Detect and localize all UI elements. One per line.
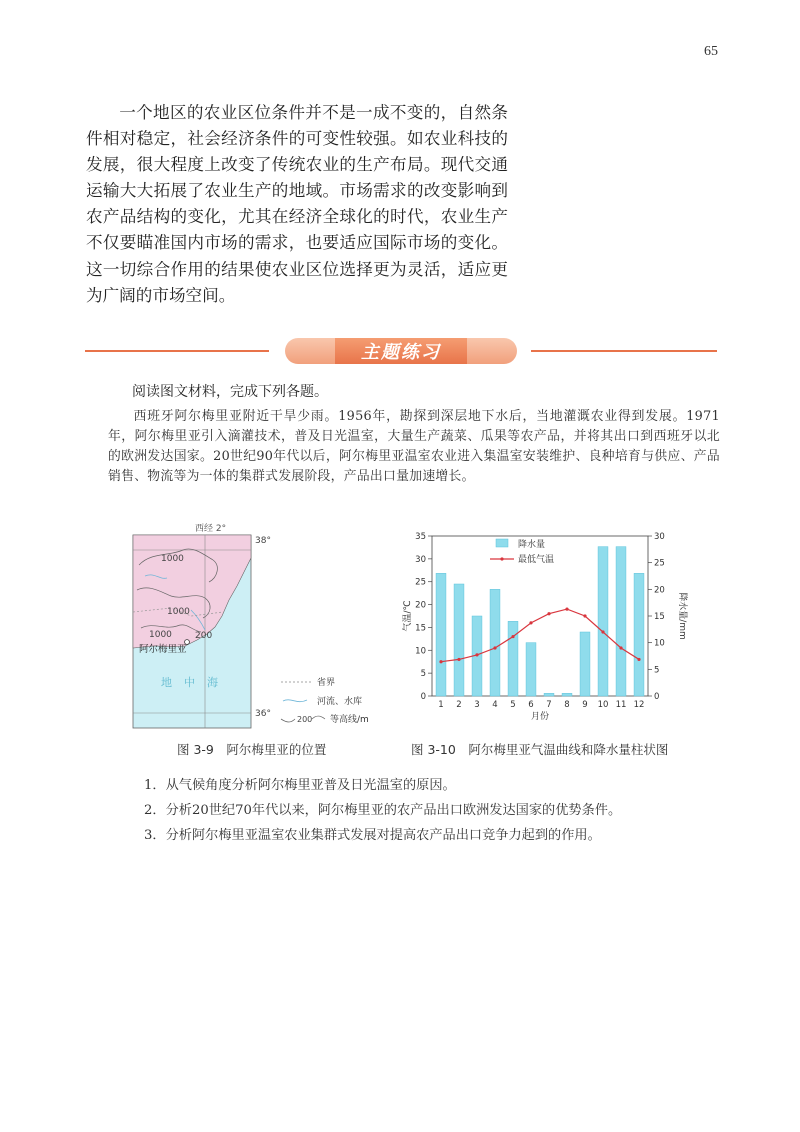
section-rule-right xyxy=(531,350,717,352)
x-tick-label: 1 xyxy=(438,700,444,710)
section-header xyxy=(85,337,717,365)
right-tick-label: 15 xyxy=(654,612,665,622)
precipitation-bar xyxy=(598,547,608,696)
right-tick-label: 30 xyxy=(654,532,665,542)
question-item: 3．分析阿尔梅里亚温室农业集群式发展对提高农产品出口竞争力起到的作用。 xyxy=(144,828,601,843)
legend-province: 省界 xyxy=(317,678,336,688)
x-tick-label: 4 xyxy=(492,700,498,710)
temperature-curve xyxy=(441,609,639,662)
temperature-point xyxy=(547,612,550,615)
x-tick-label: 3 xyxy=(474,700,480,710)
contour-label: 200 xyxy=(195,631,213,641)
left-tick-label: 35 xyxy=(415,532,426,542)
location-map-svg xyxy=(131,520,371,732)
question-item: 1．从气候角度分析阿尔梅里亚普及日光温室的原因。 xyxy=(144,778,456,793)
precipitation-bar xyxy=(436,573,446,696)
city-label: 阿尔梅里亚 xyxy=(139,644,187,655)
lat-label-bottom: 36° xyxy=(255,709,271,719)
x-tick-label: 11 xyxy=(615,700,627,710)
x-tick-label: 12 xyxy=(633,700,645,710)
precipitation-bar xyxy=(454,584,464,696)
x-tick-label: 10 xyxy=(597,700,609,710)
left-tick-label: 15 xyxy=(415,623,426,634)
section-rule-left xyxy=(85,350,269,352)
left-tick-label: 20 xyxy=(415,600,426,611)
temperature-point xyxy=(601,630,604,633)
x-tick-label: 8 xyxy=(564,700,570,710)
right-tick-label: 20 xyxy=(654,585,665,596)
intro-paragraph xyxy=(86,100,508,309)
right-tick-label: 25 xyxy=(654,558,665,569)
left-tick-label: 30 xyxy=(415,554,426,565)
x-tick-label: 6 xyxy=(528,700,534,710)
x-tick-label: 2 xyxy=(456,700,462,710)
precipitation-bar xyxy=(490,589,500,696)
precipitation-bar xyxy=(526,643,536,696)
legend-precipitation-swatch xyxy=(496,539,508,547)
temperature-line xyxy=(439,608,640,664)
legend-contour-symbol-left xyxy=(281,719,295,722)
temperature-point xyxy=(583,614,586,617)
x-tick-label: 5 xyxy=(510,700,516,710)
legend-temperature-marker xyxy=(500,557,503,560)
precipitation-bar xyxy=(508,621,518,696)
precipitation-bar xyxy=(562,693,572,696)
left-axis-label: 气温/℃ xyxy=(403,600,413,632)
right-tick-label: 0 xyxy=(654,692,660,702)
contour-label: 1000 xyxy=(161,554,184,564)
temperature-point xyxy=(637,658,640,661)
precipitation-bar xyxy=(634,573,644,696)
material-text: 西班牙阿尔梅里亚附近干旱少雨。1956年，勘探到深层地下水后，当地灌溉农业得到发展。1971年，阿尔梅里亚引入滴灌技术，普及日光温室，大量生产蔬菜、瓜果等农产品，并将其出口到西班牙以北的欧洲发达国家。20世纪90年代以后，阿尔梅里亚温室农业进入集温室安装维护、良种培育与供应、产品销售、物流等为一体的集群式发展阶段，产品出口量加速增长。 xyxy=(108,409,720,484)
legend-temperature-label: 最低气温 xyxy=(518,555,555,565)
lat-label-top: 38° xyxy=(255,536,271,546)
left-tick-label: 0 xyxy=(420,692,426,702)
contour-label: 1000 xyxy=(167,607,190,617)
temperature-point xyxy=(457,658,460,661)
question-list xyxy=(144,773,621,848)
figure-caption-map: 图 3-9 阿尔梅里亚的位置 xyxy=(177,742,327,757)
right-tick-label: 5 xyxy=(654,665,660,676)
precipitation-bar xyxy=(616,547,626,696)
temperature-point xyxy=(529,621,532,624)
legend-river-symbol xyxy=(283,700,307,702)
intro-text: 一个地区的农业区位条件并不是一成不变的，自然条件相对稳定，社会经济条件的可变性较强。如农业科技的发展，很大程度上改变了传统农业的生产布局。现代交通运输大大拓展了农业生产的地域。市场需求的改变影响到农产品结构的变化，尤其在经济全球化的时代，农业生产不仅要瞄准国内市场的需求，也要适应国际市场的变化。这一切综合作用的结果使农业区位选择更为灵活，适应更为广阔的市场空间。 xyxy=(86,103,508,305)
contour-label: 1000 xyxy=(149,630,172,640)
section-title-pill xyxy=(285,338,517,364)
legend-contour-sample: 200 xyxy=(297,715,313,724)
right-tick-label: 10 xyxy=(654,638,665,649)
precipitation-bar xyxy=(580,632,590,696)
left-tick-label: 25 xyxy=(415,577,426,588)
x-tick-label: 9 xyxy=(582,700,588,710)
temperature-point xyxy=(511,635,514,638)
climate-chart xyxy=(400,520,690,728)
location-map xyxy=(131,520,371,732)
material-paragraph xyxy=(108,407,720,487)
instruction: 阅读图文材料，完成下列各题。 xyxy=(132,384,328,400)
right-axis-label: 降水量/mm xyxy=(677,592,687,640)
longitude-label: 西经 2° xyxy=(195,524,227,534)
temperature-point xyxy=(439,660,442,663)
x-tick-label: 7 xyxy=(546,700,552,710)
legend-precipitation-label: 降水量 xyxy=(518,540,546,550)
legend-river: 河流、水库 xyxy=(317,697,363,707)
temperature-point xyxy=(565,608,568,611)
question-item: 2．分析20世纪70年代以来，阿尔梅里亚的农产品出口欧洲发达国家的优势条件。 xyxy=(144,803,622,818)
left-tick-label: 10 xyxy=(415,646,426,657)
legend-contour: 等高线/m xyxy=(330,715,369,725)
temperature-point xyxy=(619,646,622,649)
precipitation-bars xyxy=(436,547,644,696)
legend-contour-symbol-right xyxy=(312,716,325,719)
precipitation-bar xyxy=(544,693,554,696)
temperature-point xyxy=(475,653,478,656)
section-title-band xyxy=(335,338,467,364)
page-number: 65 xyxy=(704,44,718,59)
left-tick-label: 5 xyxy=(420,669,426,680)
section-title: 主题练习 xyxy=(361,342,441,363)
climate-chart-svg xyxy=(400,520,690,728)
x-axis-label: 月份 xyxy=(530,712,550,722)
temperature-point xyxy=(493,646,496,649)
figure-caption-chart: 图 3-10 阿尔梅里亚气温曲线和降水量柱状图 xyxy=(411,742,669,757)
sea-label: 地中海 xyxy=(161,676,230,689)
